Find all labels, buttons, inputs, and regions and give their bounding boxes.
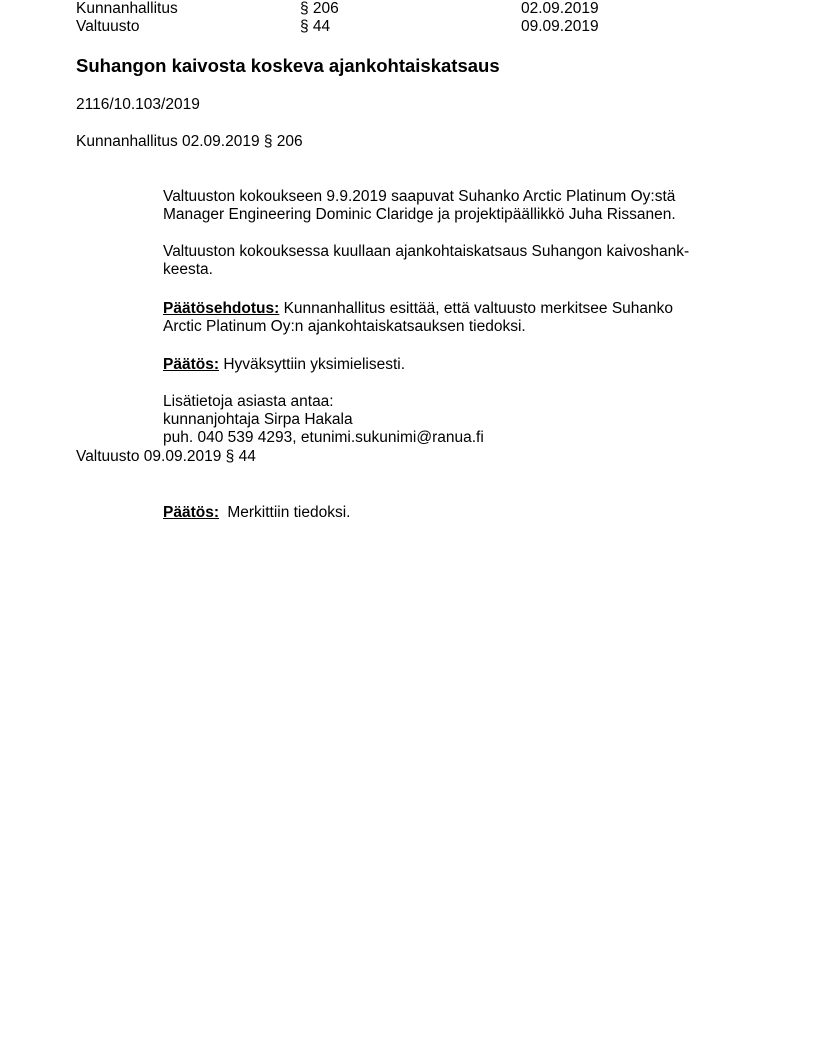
header-row-section: § 44: [300, 18, 331, 35]
paragraph-line: keesta.: [163, 261, 213, 278]
paragraph-line: Valtuuston kokouksessa kuullaan ajankohtaiskatsaus Suhangon kaivoshank-: [163, 243, 690, 260]
reference-number: 2116/10.103/2019: [76, 96, 200, 113]
paragraph-line: [163, 300, 723, 318]
proposal-text: Kunnanhallitus esittää, että valtuusto merkitsee Suhanko: [283, 300, 674, 317]
paragraph-line: [163, 504, 723, 522]
contact-line: puh. 040 539 4293, etunimi.sukunimi@ranua.fi: [163, 429, 484, 446]
council-meeting-heading: Valtuusto 09.09.2019 § 44: [76, 448, 256, 465]
header-row-section: § 206: [300, 0, 339, 17]
council-decision: [163, 504, 723, 522]
header-row-body: Kunnanhallitus: [76, 0, 178, 17]
decision-text: Hyväksyttiin yksimielisesti.: [223, 356, 406, 373]
paragraph-visitors: [163, 188, 723, 224]
paragraph-line: [163, 356, 723, 374]
decision-label: Päätös:: [163, 504, 219, 521]
proposal-label: Päätösehdotus:: [163, 300, 280, 317]
header-row-date: 09.09.2019: [521, 18, 599, 35]
contact-line: kunnanjohtaja Sirpa Hakala: [163, 411, 353, 428]
decision-text: Merkittiin tiedoksi.: [227, 504, 351, 521]
paragraph-line: Arctic Platinum Oy:n ajankohtaiskatsauksen tiedoksi.: [163, 318, 526, 335]
document-title: Suhangon kaivosta koskeva ajankohtaiskatsaus: [76, 55, 500, 76]
decision-proposal: [163, 300, 723, 336]
decision-label: Päätös:: [163, 356, 219, 373]
contact-line: Lisätietoja asiasta antaa:: [163, 393, 334, 410]
header-row-date: 02.09.2019: [521, 0, 599, 17]
board-decision: [163, 356, 723, 374]
paragraph-overview: [163, 243, 723, 279]
header-row-body: Valtuusto: [76, 18, 140, 35]
paragraph-line: Manager Engineering Dominic Claridge ja projektipäällikkö Juha Rissanen.: [163, 206, 676, 223]
board-meeting-heading: Kunnanhallitus 02.09.2019 § 206: [76, 133, 303, 150]
paragraph-line: Valtuuston kokoukseen 9.9.2019 saapuvat Suhanko Arctic Platinum Oy:stä: [163, 188, 676, 205]
contact-info: [163, 393, 723, 447]
